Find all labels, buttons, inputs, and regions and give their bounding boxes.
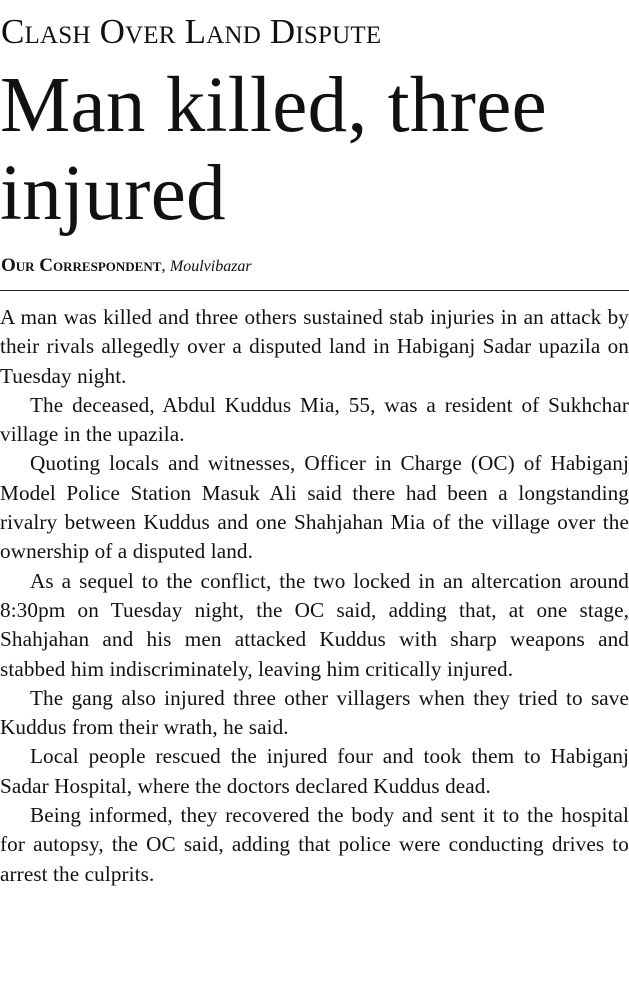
byline-separator: , (161, 256, 170, 275)
article-kicker: Clash Over Land Dispute (1, 12, 382, 51)
article-paragraph: The gang also injured three other villagers when they tried to save Kuddus from their wrath, he said. (0, 685, 629, 740)
byline-divider (0, 290, 629, 291)
article-byline (1, 253, 252, 280)
article-paragraph: A man was killed and three others sustained stab injuries in an attack by their rivals allegedly over a disputed land in Habiganj Sadar upazila on Tuesday night. (0, 305, 629, 388)
byline-place: Moulvibazar (169, 258, 252, 275)
article-paragraph: Quoting locals and witnesses, Officer in Charge (OC) of Habiganj Model Police Station Masuk Ali said there had been a longstanding rivalry between Kuddus and one Shahjahan Mia of the village over the ownership of a disputed land. (0, 451, 629, 564)
article-body (0, 303, 629, 889)
article-paragraph: The deceased, Abdul Kuddus Mia, 55, was a resident of Sukhchar village in the upazila. (0, 392, 629, 447)
article-paragraph: Being informed, they recovered the body and sent it to the hospital for autopsy, the OC said, adding that police were conducting drives to arrest the culprits. (0, 803, 629, 886)
article-headline: Man killed, three injured (0, 62, 547, 237)
byline-author: Our Correspondent (1, 255, 162, 276)
article-paragraph: As a sequel to the conflict, the two locked in an altercation around 8:30pm on Tuesday night, the OC said, adding that, at one stage, Shahjahan and his men attacked Kuddus with sharp weapons and stabbed him indiscriminately, leaving him critically injured. (0, 568, 629, 681)
article-paragraph: Local people rescued the injured four and took them to Habiganj Sadar Hospital, where the doctors declared Kuddus dead. (0, 744, 629, 798)
